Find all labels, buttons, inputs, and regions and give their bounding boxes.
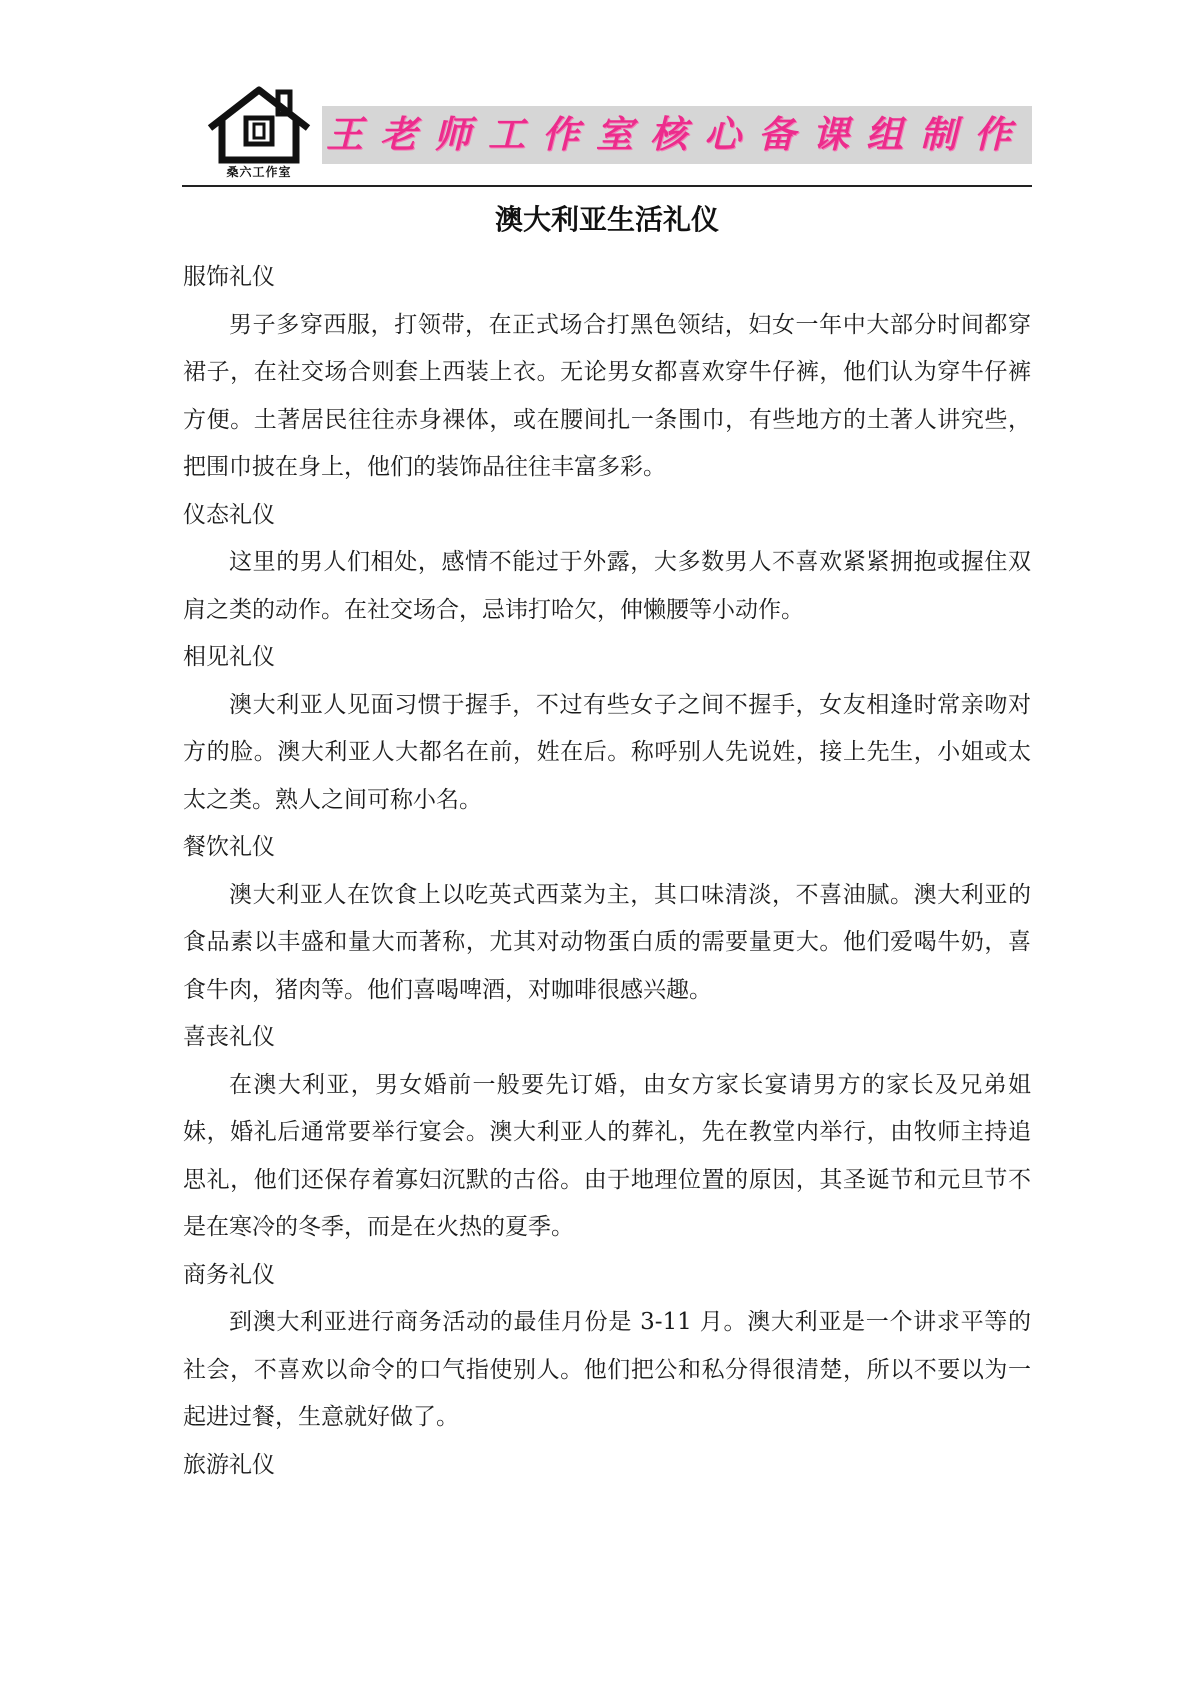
header-divider (182, 185, 1032, 187)
section-paragraph: 到澳大利亚进行商务活动的最佳月份是 3-11 月。澳大利亚是一个讲求平等的社会，不喜欢以命令的口气指使别人。他们把公和私分得很清楚，所以不要以为一起进过餐，生意就好做了。 (183, 1309, 1031, 1430)
section-demeanor (183, 492, 1031, 635)
section-heading: 旅游礼仪 (183, 1451, 275, 1478)
section-weddings-funerals (183, 1014, 1031, 1252)
section-paragraph: 澳大利亚人见面习惯于握手，不过有些女子之间不握手，女友相逢时常亲吻对方的脸。澳大利亚人大都名在前，姓在后。称呼别人先说姓，接上先生，小姐或太太之类。熟人之间可称小名。 (183, 691, 1031, 813)
banner-text: 王老师工作室核心备课组制作 (326, 113, 1028, 156)
page-header (182, 86, 1032, 182)
section-travel (183, 1442, 1031, 1490)
section-heading: 餐饮礼仪 (183, 834, 275, 860)
document-body (183, 254, 1031, 1489)
house-logo-icon (204, 86, 314, 182)
section-business (183, 1252, 1031, 1442)
section-dining (183, 824, 1031, 1014)
page-title: 澳大利亚生活礼仪 (494, 203, 719, 236)
section-heading: 相见礼仪 (183, 644, 275, 670)
section-heading: 服饰礼仪 (183, 264, 275, 290)
header-banner (322, 106, 1032, 164)
section-heading: 仪态礼仪 (183, 501, 275, 528)
section-paragraph: 在澳大利亚，男女婚前一般要先订婚，由女方家长宴请男方的家长及兄弟姐妹，婚礼后通常要举行宴会。澳大利亚人的葬礼，先在教堂内举行，由牧师主持追思礼，他们还保存着寡妇沉默的古俗。由于地理位置的原因，其圣诞节和元旦节不是在寒冷的冬季，而是在火热的夏季。 (183, 1071, 1031, 1240)
logo-caption: 桑六工作室 (226, 165, 292, 179)
section-heading: 商务礼仪 (183, 1261, 275, 1288)
section-meeting (183, 634, 1031, 824)
section-paragraph: 澳大利亚人在饮食上以吃英式西菜为主，其口味清淡，不喜油腻。澳大利亚的食品素以丰盛和量大而著称，尤其对动物蛋白质的需要量更大。他们爱喝牛奶，喜食牛肉，猪肉等。他们喜喝啤酒，对咖啡很感兴趣。 (183, 881, 1031, 1003)
section-heading: 喜丧礼仪 (183, 1024, 275, 1050)
section-clothing (183, 254, 1031, 492)
section-paragraph: 男子多穿西服，打领带，在正式场合打黑色领结，妇女一年中大部分时间都穿裙子，在社交场合则套上西装上衣。无论男女都喜欢穿牛仔裤，他们认为穿牛仔裤方便。土著居民往往赤身裸体，或在腰间扎一条围巾，有些地方的土著人讲究些，把围巾披在身上，他们的装饰品往往丰富多彩。 (183, 311, 1031, 480)
section-paragraph: 这里的男人们相处，感情不能过于外露，大多数男人不喜欢紧紧拥抱或握住双肩之类的动作。在社交场合，忌讳打哈欠，伸懒腰等小动作。 (183, 549, 1031, 623)
